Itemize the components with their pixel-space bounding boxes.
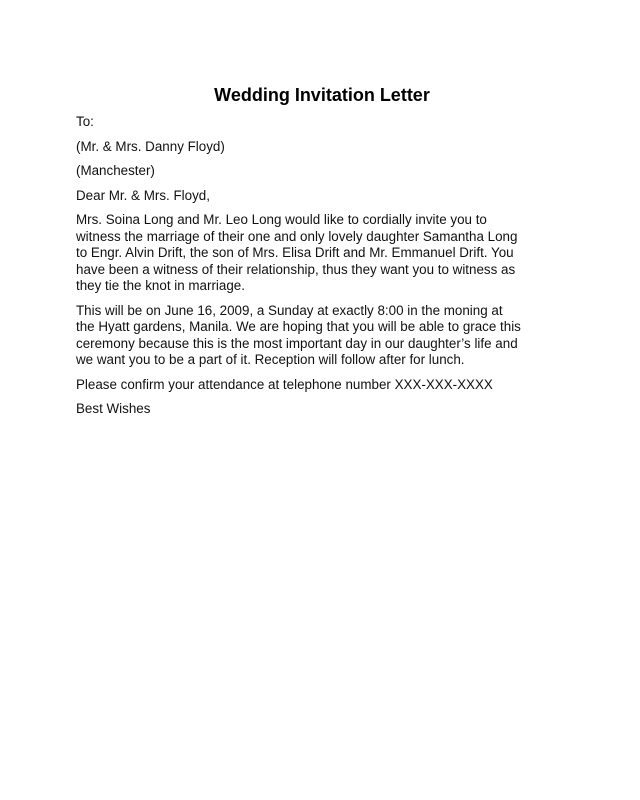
paragraph-line: we want you to be a part of it. Reception will follow after for lunch. — [76, 352, 465, 367]
letter-title: Wedding Invitation Letter — [214, 85, 430, 105]
invitation-letter — [76, 84, 568, 426]
paragraph-line: have been a witness of their relationship, thus they want you to witness as — [76, 261, 516, 277]
paragraph-line: they tie the knot in marriage. — [76, 278, 245, 293]
recipient-name: (Mr. & Mrs. Danny Floyd) — [76, 138, 225, 154]
paragraph-line: to Engr. Alvin Drift, the son of Mrs. Elisa Drift and Mr. Emmanuel Drift. You — [76, 245, 514, 260]
salutation: Dear Mr. & Mrs. Floyd, — [76, 187, 210, 203]
event-details-paragraph — [76, 303, 568, 369]
paragraph-line: ceremony because this is the most important day in our daughter’s life and — [76, 335, 518, 351]
closing-line: Best Wishes — [76, 401, 151, 416]
paragraph-line: the Hyatt gardens, Manila. We are hoping that you will be able to grace this — [76, 319, 521, 334]
recipient-location: (Manchester) — [76, 163, 155, 178]
invitation-paragraph — [76, 212, 568, 295]
confirmation-line: Please confirm your attendance at telephone number XXX-XXX-XXXX — [76, 376, 493, 392]
paragraph-line: witness the marriage of their one and only lovely daughter Samantha Long — [76, 228, 518, 244]
paragraph-line: Mrs. Soina Long and Mr. Leo Long would like to cordially invite you to — [76, 212, 487, 227]
paragraph-line: This will be on June 16, 2009, a Sunday at exactly 8:00 in the moning at — [76, 302, 503, 318]
to-label: To: — [76, 114, 94, 129]
